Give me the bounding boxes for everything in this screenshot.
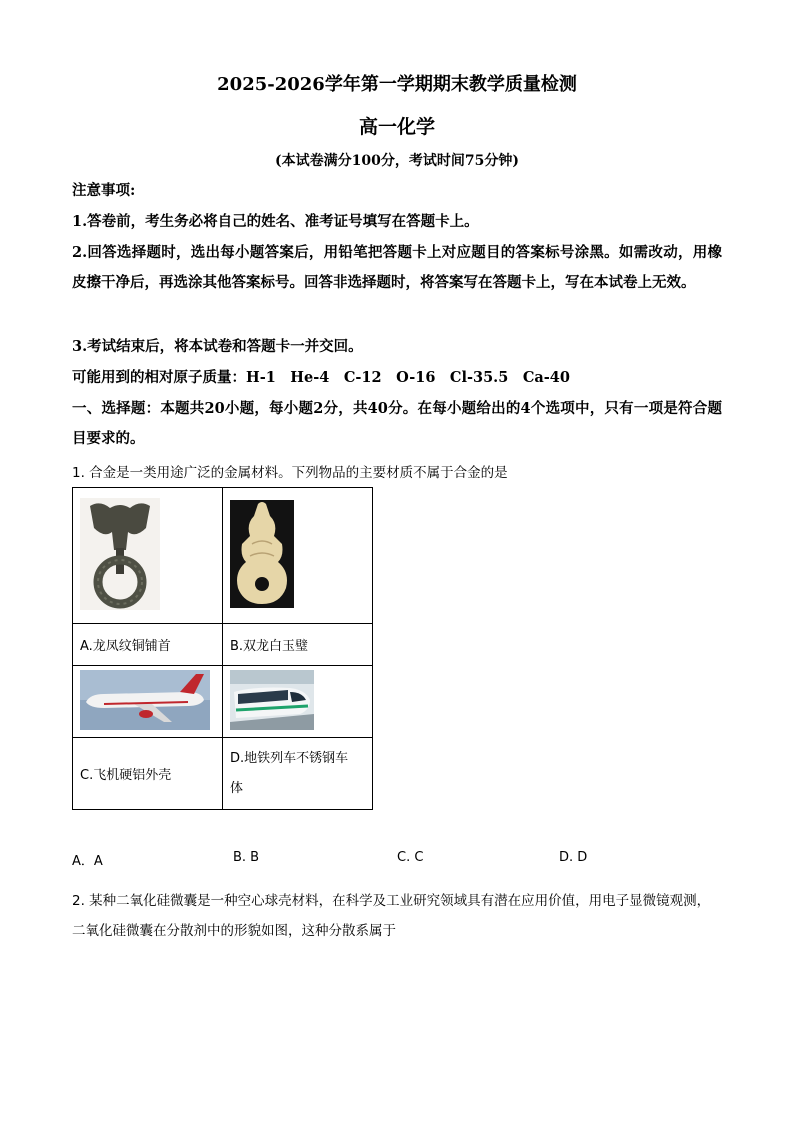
- question-1-choices: [72, 850, 722, 870]
- notice-heading: 注意事项:: [72, 182, 136, 199]
- question-2-stem: 2. 某种二氧化硅微囊是一种空心球壳材料，在科学及工业研究领域具有潜在应用价值，用电子显微镜观测，二氧化硅微囊在分散剂中的形貌如图，这种分散系属于: [72, 893, 711, 939]
- bronze-knocker-image: [80, 498, 160, 610]
- choice-d[interactable]: D. D: [559, 850, 588, 865]
- notice-item-2: 2.回答选择题时，选出每小题答案后，用铅笔把答题卡上对应题目的答案标号涂黑。如需改动，用橡皮擦干净后，再选涂其他答案标号。回答非选择题时，将答案写在答题卡上，写在本试卷上无效。: [72, 244, 722, 291]
- notice-item-3: 3.考试结束后，将本试卷和答题卡一并交回。: [72, 338, 363, 355]
- exam-title: 2025-2026学年第一学期期末教学质量检测: [217, 74, 577, 95]
- option-c-label: C.飞机硬铝外壳: [73, 738, 223, 810]
- airplane-image: [80, 670, 210, 730]
- question-1-stem: 1. 合金是一类用途广泛的金属材料。下列物品的主要材质不属于合金的是: [72, 465, 508, 481]
- exam-note: (本试卷满分100分，考试时间75分钟): [275, 153, 519, 169]
- option-d-text: D.地铁列车不锈钢车体: [230, 750, 349, 796]
- option-d-label: [223, 738, 373, 810]
- notice-item-1: 1.答卷前，考生务必将自己的姓名、准考证号填写在答题卡上。: [72, 213, 479, 230]
- atomic-masses: 可能用到的相对原子质量：H-1 He-4 C-12 O-16 Cl-35.5 Ca-40: [72, 369, 570, 386]
- subject-title: 高一化学: [358, 116, 435, 138]
- section-heading: 一、选择题：本题共20小题，每小题2分，共40分。在每小题给出的4个选项中，只有一项是符合题目要求的。: [72, 400, 722, 447]
- option-b-label: B.双龙白玉璧: [223, 624, 373, 666]
- cell-image-b: [223, 488, 373, 624]
- metro-train-image: [230, 670, 314, 730]
- cell-image-d: [223, 666, 373, 738]
- option-a-label: A.龙凤纹铜铺首: [73, 624, 223, 666]
- choice-a[interactable]: A．A: [72, 854, 103, 869]
- question-1-table: [72, 487, 373, 810]
- jade-disc-image: [230, 500, 294, 608]
- cell-image-a: [73, 488, 223, 624]
- choice-c[interactable]: C. C: [397, 850, 424, 865]
- cell-image-c: [73, 666, 223, 738]
- choice-b[interactable]: B. B: [233, 850, 260, 865]
